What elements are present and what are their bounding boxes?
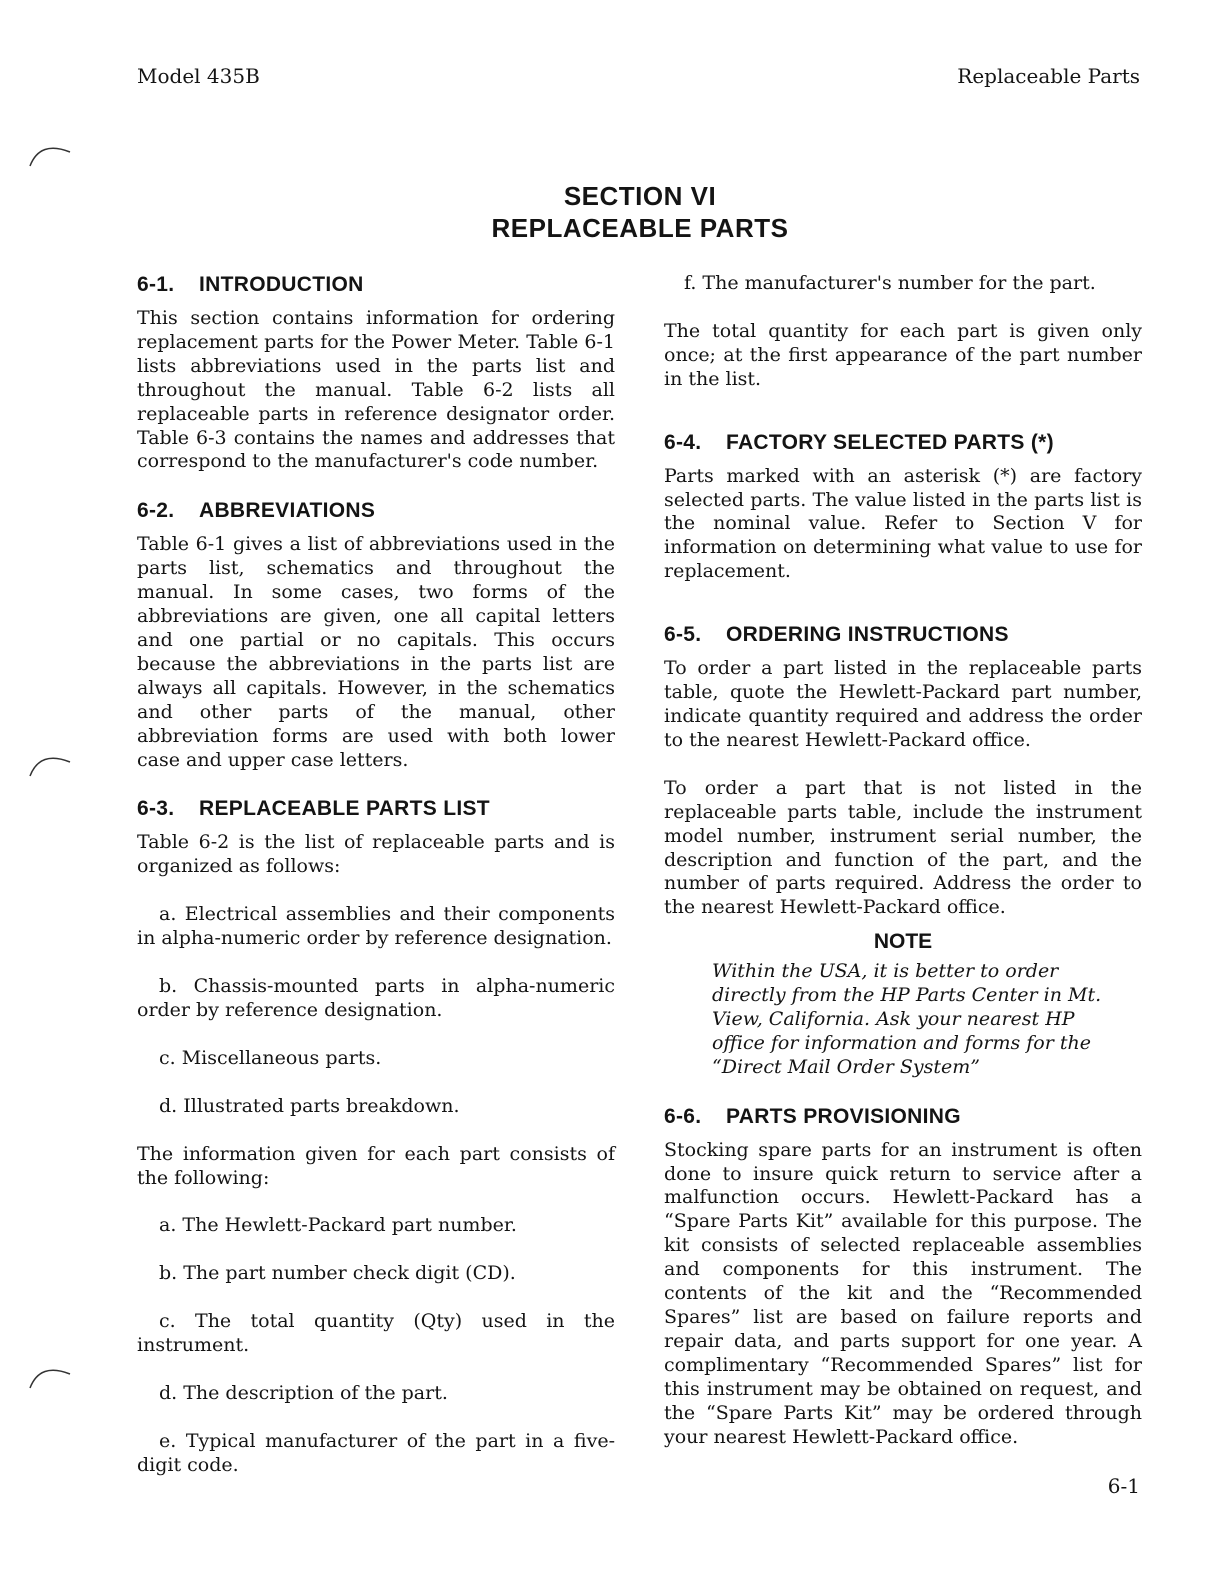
heading-6-3 [137,796,615,822]
heading-number: 6-3. [137,797,175,821]
paragraph: The information given for each part consists of the following: [137,1142,615,1189]
heading-number: 6-5. [664,623,702,647]
list-item: c. The total quantity (Qty) used in the instrument. [137,1310,615,1357]
list-item: c. Miscellaneous parts. [159,1046,382,1069]
heading-text: REPLACEABLE PARTS LIST [199,797,490,821]
header-section: Replaceable Parts [957,64,1140,88]
section-6-6 [664,1104,1142,1450]
list-item: b. Chassis-mounted parts in alpha-numeric order by reference designation. [137,975,615,1021]
paragraph: To order a part listed in the replaceable parts table, quote the Hewlett-Packard part number, indicate quantity required and address the order to the nearest Hewlett-Packard office. [664,657,1142,751]
paragraph: Table 6-2 is the list of replaceable parts and is organized as follows: [137,831,615,878]
heading-number: 6-6. [664,1104,702,1128]
right-column [664,272,1142,1473]
heading-6-1 [137,272,615,298]
list-item: f. The manufacturer's number for the part. [684,272,1096,294]
paragraph: Stocking spare parts for an instrument is often done to insure quick return to service after a malfunction occurs. Hewlett-Packard has a “Spare Parts Kit” available for this purpose. The kit consists of selected replaceable assemblies and components for this instrument. The contents of the kit and the “Recommended Spares” list are based on failure reports and repair data, and parts support for one year. A complimentary “Recommended Spares” list for this instrument may be obtained on request, and the “Spare Parts Kit” may be ordered through your nearest Hewlett-Packard office. [664,1138,1142,1448]
heading-text: FACTORY SELECTED PARTS (*) [726,430,1054,454]
heading-number: 6-1. [137,273,175,296]
header-model: Model 435B [137,64,260,88]
section-title [0,180,1224,244]
binder-hole-mark [26,748,76,778]
paragraph: Table 6-1 gives a list of abbreviations used in the parts list, schematics and throughout the manual. In some cases, two forms of the abbreviations are given, one all capital letters and one partial or no capitals. This occurs because the abbreviations in the parts list are always all capitals. However, in the schematics and other parts of the manual, other abbreviation forms are used with both lower case and upper case letters. [137,533,615,771]
paragraph: To order a part that is not listed in the replaceable parts table, include the instrument model number, instrument serial number, the description and function of the part, and the number of parts required. Address the order to the nearest Hewlett-Packard office. [664,776,1142,919]
list-item: e. Typical manufacturer of the part in a five-digit code. [137,1430,615,1476]
section-6-4 [664,430,1142,585]
list-item: b. The part number check digit (CD). [159,1262,516,1285]
heading-number: 6-4. [664,430,702,454]
note-title: NOTE [873,930,933,954]
section-6-2 [137,498,615,772]
binder-hole-mark [26,1360,76,1390]
heading-text: ORDERING INSTRUCTIONS [726,623,1009,647]
heading-text: ABBREVIATIONS [199,499,376,523]
section-6-5 [664,622,1142,1080]
paragraph: This section contains information for ordering replacement parts for the Power Meter. Table 6-1 lists abbreviations used in the parts list and throughout the manual. Table 6-2 lists all replaceable parts in reference designator order. Table 6-3 contains the names and addresses that correspond to the manufacturer's code number. [137,307,615,473]
heading-6-6 [664,1104,1142,1130]
heading-6-2 [137,498,615,524]
heading-6-5 [664,622,1142,648]
heading-text: INTRODUCTION [199,273,364,296]
heading-text: PARTS PROVISIONING [726,1104,961,1128]
list-item: a. The Hewlett-Packard part number. [159,1214,517,1237]
left-column [137,272,615,1502]
paragraph: The total quantity for each part is given only once; at the first appearance of the part number in the list. [664,319,1142,390]
binder-hole-mark [26,138,76,168]
section-6-3 [137,796,615,1477]
heading-6-4 [664,430,1142,456]
section-title-line2: REPLACEABLE PARTS [491,213,789,243]
paragraph: Parts marked with an asterisk (*) are factory selected parts. The value listed in the parts list is the nominal value. Refer to Section V for information on determining what value to use for replacement. [664,464,1142,583]
list-item: d. Illustrated parts breakdown. [159,1094,460,1117]
heading-number: 6-2. [137,499,175,523]
page-number: 6-1 [1107,1474,1140,1498]
note-body: Within the USA, it is better to order directly from the HP Parts Center in Mt. View, California. Ask your nearest HP office for information and forms for the “Direct Mail Order System” [712,960,1102,1078]
section-6-1 [137,272,615,474]
list-item: d. The description of the part. [159,1382,448,1405]
list-item: a. Electrical assemblies and their components in alpha-numeric order by reference designation. [137,903,615,950]
section-title-line1: SECTION VI [563,181,717,211]
